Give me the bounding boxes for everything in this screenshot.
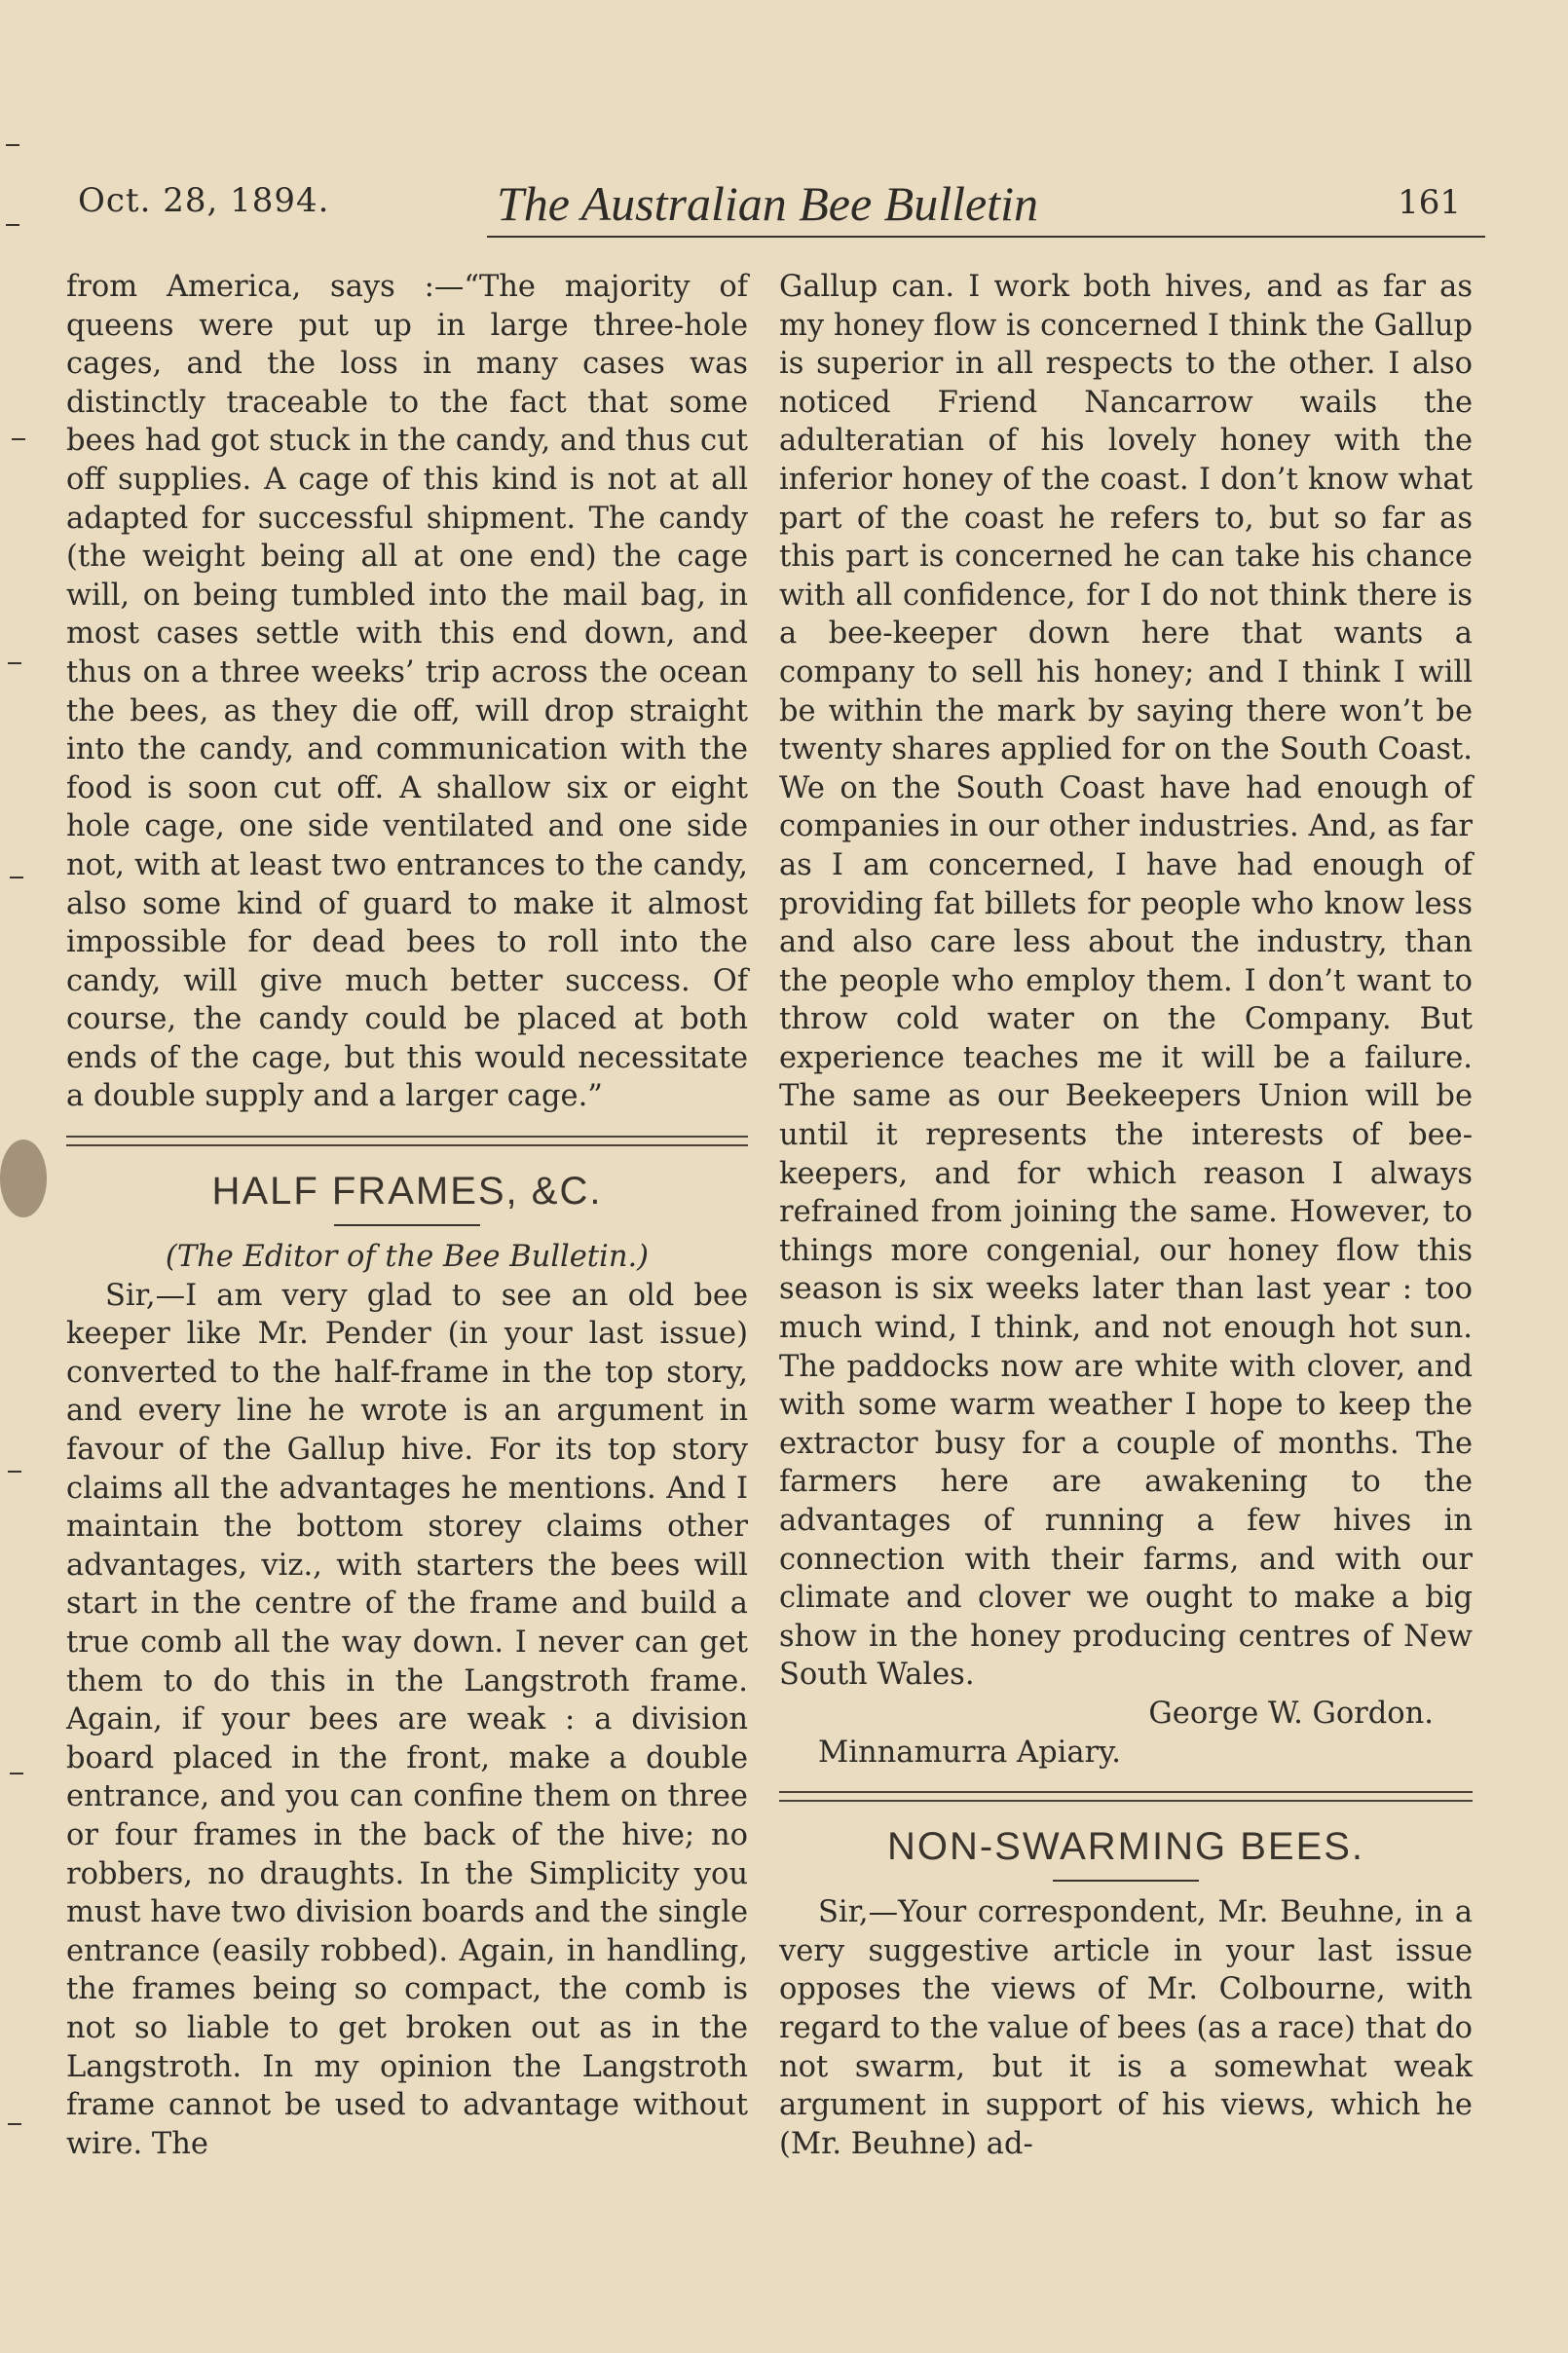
section-divider [779,1791,1473,1802]
continued-paragraph: Gallup can. I work both hives, and as far as my honey flow is concerned I think the Gallup is superior in all respects to the other. I also noticed Friend Nancarrow wails the adulteratian of his lovely honey with the inferior honey of the coast. I don’t know what part of the coast he refers to, but so far as this part is concerned he can take his chance with all confidence, for I do not think there is a bee-keeper down here that wants a company to sell his honey; and I think I will be within the mark by saying there won’t be twenty shares applied for on the South Coast. We on the South Coast have had enough of companies in our other industries. And, as far as I am concerned, I have had enough of providing fat billets for people who know less and also care less about the industry, than the people who employ them. I don’t want to throw cold water on the Company. But experience teaches me it will be a failure. The same as our Beekeepers Union will be until it represents the interests of bee-keepers, and for which reason I always refrained from joining the same. However, to things more congenial, our honey flow this season is six weeks later than last year : too much wind, I think, and not enough hot sun. The paddocks now are white with clover, and with some warm weather I hope to keep the extractor busy for a couple of months. The farmers here are awakening to the advantages of running a few hives in connection with their farms, and with our climate and clover we ought to make a big show in the honey producing centres of New South Wales. [779,270,1473,1693]
edge-mark [10,1773,23,1774]
edge-mark [12,438,25,440]
right-column [779,268,1473,2163]
page-number: 161 [1398,183,1461,222]
section-title-non-swarming: NON-SWARMING BEES. [886,1825,1365,1869]
edge-mark [8,1471,21,1473]
edge-mark [6,224,19,226]
edge-mark [10,877,23,878]
section-divider [66,1136,748,1146]
title-underline [1053,1880,1199,1882]
title-underline [334,1224,480,1226]
edge-mark [8,2123,21,2125]
byline: (The Editor of the Bee Bulletin.) [165,1240,650,1275]
letter-body: Sir,—Your correspondent, Mr. Beuhne, in a very suggestive article in your last issue opposes the views of Mr. Colbourne, with regard to the value of bees (as a race) that do not swarm, but it is a somewhat weak argument in support of his views, which he (Mr. Beuhne) ad- [779,1895,1473,2161]
page-header [78,175,1480,234]
ink-stain [0,1139,47,1217]
header-rule [487,236,1485,238]
issue-date: Oct. 28, 1894. [78,181,330,220]
signature: George W. Gordon. [1148,1696,1434,1731]
left-column [66,268,748,2163]
location: Minnamurra Apiary. [818,1735,1122,1770]
intro-paragraph: from America, says :—“The majority of queens were put up in large three-hole cages, and the loss in many cases was distinctly traceable to the fact that some bees had got stuck in the candy, and thus cut off supplies. A cage of this kind is not at all adapted for successful shipment. The candy (the weight being all at one end) the cage will, on being tumbled into the mail bag, in most cases settle with this end down, and thus on a three weeks’ trip across the ocean the bees, as they die off, will drop straight into the candy, and communication with the food is soon cut off. A shallow six or eight hole cage, one side ventilated and one side not, with at least two entrances to the candy, also some kind of guard to make it almost impossible for dead bees to roll into the candy, will give much better success. Of course, the candy could be placed at both ends of the cage, but this would necessitate a double supply and a larger cage.” [66,270,748,1114]
publication-title: The Australian Bee Bulletin [497,176,1038,231]
section-title-half-frames: HALF FRAMES, &C. [211,1170,603,1214]
letter-body: Sir,—I am very glad to see an old bee keeper like Mr. Pender (in your last issue) converted to the half-frame in the top story, and every line he wrote is an argument in favour of the Gallup hive. For its top story claims all the advantages he mentions. And I maintain the bottom storey claims other advantages, viz., with starters the bees will start in the centre of the frame and build a true comb all the way down. I never can get them to do this in the Langstroth frame. Again, if your bees are weak : a division board placed in the front, make a double entrance, and you can confine them on three or four frames in the back of the hive; no robbers, no draughts. In the Simplicity you must have two division boards and the single entrance (easily robbed). Again, in handling, the frames being so compact, the comb is not so liable to get broken out as in the Langstroth. In my opinion the Langstroth frame cannot be used to advantage without wire. The [66,1278,748,2161]
edge-mark [8,662,21,664]
edge-mark [6,144,19,146]
